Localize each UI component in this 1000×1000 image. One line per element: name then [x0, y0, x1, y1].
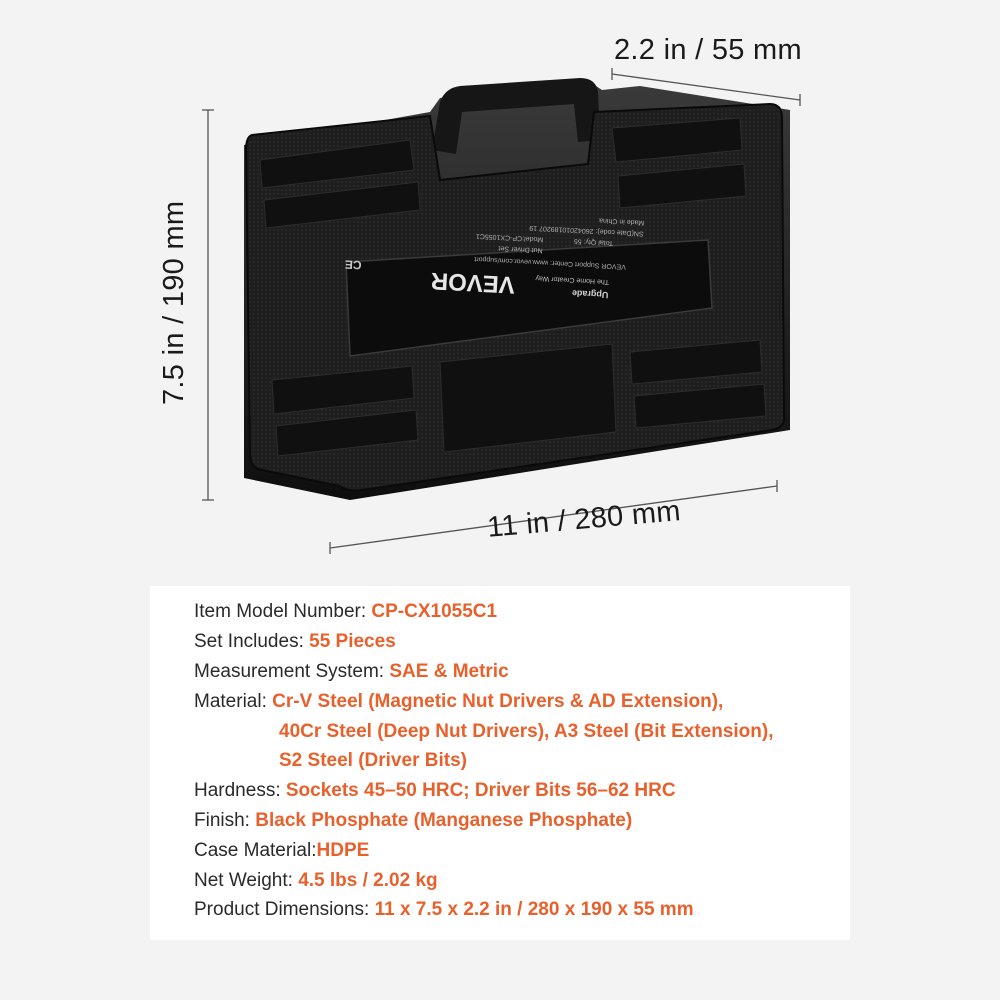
case-label-tagline-2: The Home Creator Way [535, 274, 610, 286]
spec-weight [194, 869, 438, 893]
spec-model [194, 600, 497, 624]
case-label-model: Model:CP-CX1055C1 [475, 232, 544, 243]
spec-measurement [194, 660, 509, 684]
spec-case-material [194, 839, 369, 863]
spec-finish [194, 809, 632, 833]
spec-weight-value: 4.5 lbs / 2.02 kg [298, 870, 438, 891]
case-label-ce: CE [344, 257, 362, 273]
spec-dimensions [194, 898, 694, 922]
spec-hardness [194, 779, 676, 803]
case-label-support: VEVOR Support Center: www.vevor.com/support [474, 255, 627, 270]
spec-dimensions-label: Product Dimensions: [194, 899, 375, 920]
spec-includes-value: 55 Pieces [309, 631, 396, 652]
spec-includes [194, 630, 396, 654]
spec-measurement-label: Measurement System: [194, 661, 390, 682]
spec-material-value-2: 40Cr Steel (Deep Nut Drivers), A3 Steel (Bit Extension), [279, 721, 774, 742]
tool-case [244, 78, 790, 500]
case-label-sn: SN(Date code): 26042010189207 19 [529, 223, 644, 237]
spec-model-label: Item Model Number: [194, 601, 372, 622]
case-label-brand: VEVOR [430, 266, 516, 299]
spec-case-material-value: HDPE [316, 840, 370, 861]
spec-case-material-label: Case Material: [194, 840, 317, 861]
height-dimension-label: 7.5 in / 190 mm [158, 200, 190, 405]
spec-material-line-2 [279, 720, 773, 744]
spec-finish-value: Black Phosphate (Manganese Phosphate) [255, 810, 633, 831]
depth-dimension-label: 2.2 in / 55 mm [614, 34, 802, 66]
height-dimension-line [202, 110, 214, 500]
spec-measurement-value: SAE & Metric [389, 661, 509, 682]
case-label-tagline-1: Upgrade [571, 288, 609, 301]
spec-hardness-label: Hardness: [194, 780, 286, 801]
spec-material-value-1: Cr-V Steel (Magnetic Nut Drivers & AD Extension), [272, 691, 724, 712]
case-label-origin: Made in China [598, 216, 645, 226]
spec-material-value-3: S2 Steel (Driver Bits) [279, 750, 467, 771]
case-label-product: Nut Driver Set [498, 244, 543, 254]
width-dimension-label: 11 in / 280 mm [486, 495, 682, 544]
spec-includes-label: Set Includes: [194, 631, 310, 652]
case-label-qty: Total Qty: 55 [573, 237, 614, 247]
spec-model-value: CP-CX1055C1 [371, 601, 498, 622]
spec-material-label: Material: [194, 691, 273, 712]
spec-weight-label: Net Weight: [194, 870, 299, 891]
spec-material [194, 690, 723, 714]
spec-hardness-value: Sockets 45–50 HRC; Driver Bits 56–62 HRC [285, 780, 676, 801]
spec-material-line-3 [279, 749, 467, 773]
specifications-panel [150, 586, 850, 940]
spec-dimensions-value: 11 x 7.5 x 2.2 in / 280 x 190 x 55 mm [374, 899, 694, 920]
spec-finish-label: Finish: [194, 810, 256, 831]
